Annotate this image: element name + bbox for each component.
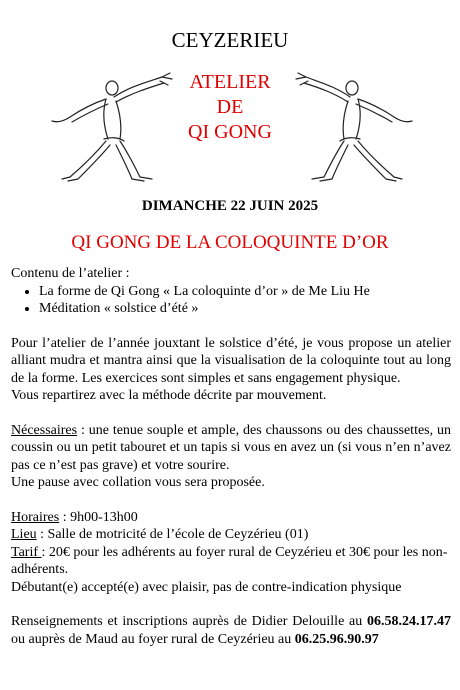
atelier-title-line-3: QI GONG bbox=[188, 121, 272, 143]
atelier-title-line-1: ATELIER bbox=[189, 71, 271, 93]
description-method: Vous repartirez avec la méthode décrite par mouvement. bbox=[11, 388, 327, 403]
content-list-item: • Méditation « solstice d’été » bbox=[39, 300, 451, 318]
necessaires-label: Nécessaires bbox=[11, 422, 78, 438]
atelier-title-line-2: DE bbox=[216, 96, 244, 118]
tarif-line bbox=[11, 544, 451, 579]
contact-phone-2: 06.25.96.90.97 bbox=[294, 631, 379, 647]
tarif-text: : 20€ pour les adhérents au foyer rural de Ceyzérieu et 30€ pour les non-adhérents. bbox=[11, 544, 448, 577]
horaires-text: : 9h00-13h00 bbox=[59, 509, 138, 525]
contact-phone-1: 06.58.24.17.47 bbox=[367, 614, 451, 629]
horaires-label: Horaires bbox=[11, 509, 60, 525]
event-subtitle: QI GONG DE LA COLOQUINTE D’OR bbox=[71, 232, 389, 253]
content-list-item: • La forme de Qi Gong « La coloquinte d’or » de Me Liu He bbox=[39, 283, 451, 301]
contact-paragraph bbox=[11, 613, 451, 648]
lieu-text: : Salle de motricité de l’école de Ceyzérieu (01) bbox=[36, 527, 309, 542]
qigong-figure-right-icon bbox=[286, 55, 416, 187]
tarif-label: Tarif bbox=[11, 544, 42, 560]
debutant-line: Débutant(e) accepté(e) avec plaisir, pas de contre-indication physique bbox=[11, 579, 402, 595]
lieu-label: Lieu bbox=[11, 527, 37, 542]
description-paragraph: Pour l’atelier de l’année jouxtant le solstice d’été, je vous propose un atelier alliant mudra et mantra ainsi que la visualisation de la coloquinte tout au long de la forme. Les exercices sont simples et sans engagement physique. bbox=[11, 335, 451, 386]
content-intro: Contenu de l’atelier : bbox=[11, 266, 130, 281]
contact-text-2: ou auprès de Maud au foyer rural de Ceyzérieu au bbox=[11, 631, 295, 647]
city-heading: CEYZERIEU bbox=[171, 28, 289, 52]
event-date: DIMANCHE 22 JUIN 2025 bbox=[141, 198, 319, 214]
flyer-body bbox=[11, 265, 451, 648]
content-list bbox=[11, 283, 451, 318]
lieu-line bbox=[11, 526, 451, 544]
horaires-line bbox=[11, 509, 451, 527]
contact-text-1: Renseignements et inscriptions auprès de Didier Delouille au bbox=[11, 614, 367, 629]
necessaires-text: : une tenue souple et ample, des chaussons ou des chaussettes, un coussin ou un petit tabouret et un tapis si vous en avez un (si vous n’en n’avez pas ce n’est pas grave) et votre sourire. bbox=[11, 422, 451, 473]
pause-text: Une pause avec collation vous sera proposée. bbox=[11, 475, 265, 490]
necessaires-paragraph bbox=[11, 422, 451, 475]
